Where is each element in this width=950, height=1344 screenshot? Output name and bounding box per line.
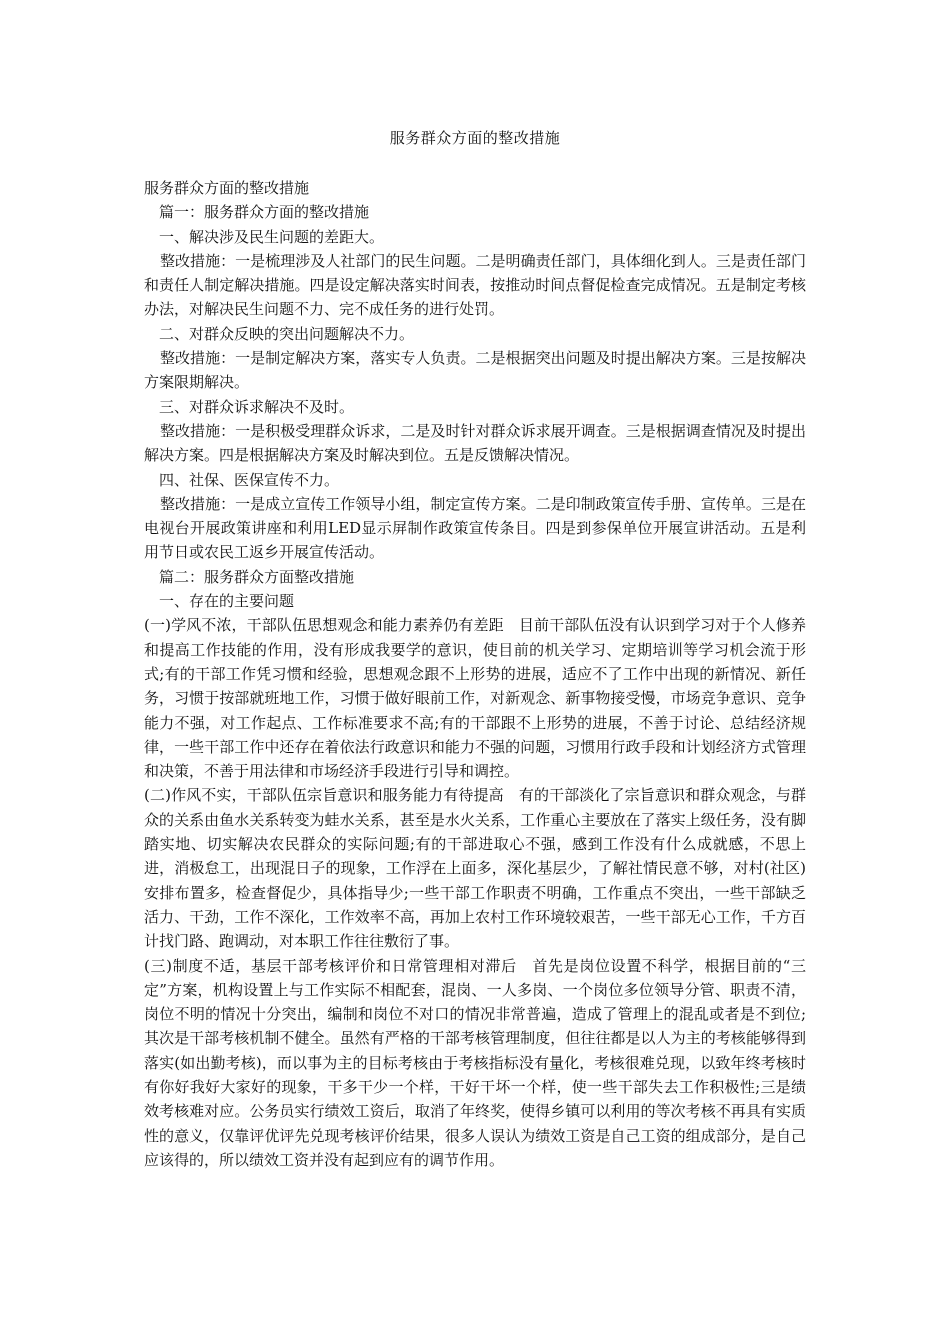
paragraph: 篇一：服务群众方面的整改措施 — [159, 203, 370, 222]
paragraph: (二)作风不实，干部队伍宗旨意识和服务能力有待提高 有的干部淡化了宗旨意识和群众观念，与群众的关系由鱼水关系转变为蛙水关系，甚至是水火关系，工作重心主要放在了落实上级任务，没有脚踏实地、切实解决农民群众的实际问题;有的干部进取心不强，感到工作没有什么成就感，不思上进，消极怠工，出现混日子的现象，工作浮在上面多，深化基层少，了解社情民意不够，对村(社区)安排布置多，检查督促少，具体指导少;一些干部工作职责不明确，工作重点不突出，一些干部缺乏活力、干劲，工作不深化，工作效率不高，再加上农村工作环境较艰苦，一些干部无心工作，千方百计找门路、跑调动，对本职工作往往敷衍了事。 — [144, 786, 806, 951]
paragraph: (三)制度不适，基层干部考核评价和日常管理相对滞后 首先是岗位设置不科学，根据目前的“三定”方案，机构设置上与工作实际不相配套，混岗、一人多岗、一个岗位多位领导分管、职责不清，岗位不明的情况十分突出，编制和岗位不对口的情况非常普遍，造成了管理上的混乱或者是不到位;其次是干部考核机制不健全。虽然有严格的干部考核管理制度，但往往都是以人为主的考核能够得到落实(如出勤考核)，而以事为主的目标考核由于考核指标没有量化，考核很难兑现，以致年终考核时有你好我好大家好的现象，干多干少一个样，干好干坏一个样，使一些干部失去工作积极性;三是绩效考核难对应。公务员实行绩效工资后，取消了年终奖，使得乡镇可以利用的等次考核不再具有实质性的意义，仅靠评优评先兑现考核评价结果，很多人误认为绩效工资是自己工资的组成部分，是自己应该得的，所以绩效工资并没有起到应有的调节作用。 — [144, 956, 806, 1169]
document-body — [144, 176, 806, 1172]
paragraph: 整改措施：一是梳理涉及人社部门的民生问题。二是明确责任部门，具体细化到人。三是责任部门和责任人制定解决措施。四是设定解决落实时间表，按推动时间点督促检查完成情况。五是制定考核办法，对解决民生问题不力、完不成任务的进行处罚。 — [144, 251, 806, 319]
paragraph: (一)学风不浓，干部队伍思想观念和能力素养仍有差距 目前干部队伍没有认识到学习对于个人修养和提高工作技能的作用，没有形成我要学的意识，使目前的机关学习、定期培训等学习机会流于形式;有的干部工作凭习惯和经验，思想观念跟不上形势的进展，适应不了工作中出现的新情况、新任务，习惯于按部就班地工作，习惯于做好眼前工作，对新观念、新事物接受慢，市场竞争意识、竞争能力不强，对工作起点、工作标准要求不高;有的干部跟不上形势的进展，不善于讨论、总结经济规律，一些干部工作中还存在着依法行政意识和能力不强的问题，习惯用行政手段和计划经济方式管理和决策，不善于用法律和市场经济手段进行引导和调控。 — [144, 616, 806, 781]
paragraph: 服务群众方面的整改措施 — [144, 179, 310, 197]
document-title: 服务群众方面的整改措施 — [389, 129, 561, 147]
paragraph: 三、对群众诉求解决不及时。 — [159, 397, 355, 416]
paragraph: 篇二：服务群众方面整改措施 — [159, 567, 355, 586]
paragraph: 四、社保、医保宣传不力。 — [159, 470, 340, 489]
paragraph: 一、存在的主要问题 — [159, 592, 295, 611]
paragraph: 二、对群众反映的突出问题解决不力。 — [159, 324, 415, 343]
paragraph: 整改措施：一是积极受理群众诉求，二是及时针对群众诉求展开调查。三是根据调查情况及时提出解决方案。四是根据解决方案及时解决到位。五是反馈解决情况。 — [144, 421, 806, 465]
paragraph: 一、解决涉及民生问题的差距大。 — [159, 227, 385, 246]
paragraph: 整改措施：一是成立宣传工作领导小组，制定宣传方案。二是印制政策宣传手册、宣传单。三是在电视台开展政策讲座和利用LED显示屏制作政策宣传条目。四是到参保单位开展宣讲活动。五是利用节日或农民工返乡开展宣传活动。 — [144, 494, 806, 562]
paragraph: 整改措施：一是制定解决方案，落实专人负责。二是根据突出问题及时提出解决方案。三是按解决方案限期解决。 — [144, 349, 806, 392]
